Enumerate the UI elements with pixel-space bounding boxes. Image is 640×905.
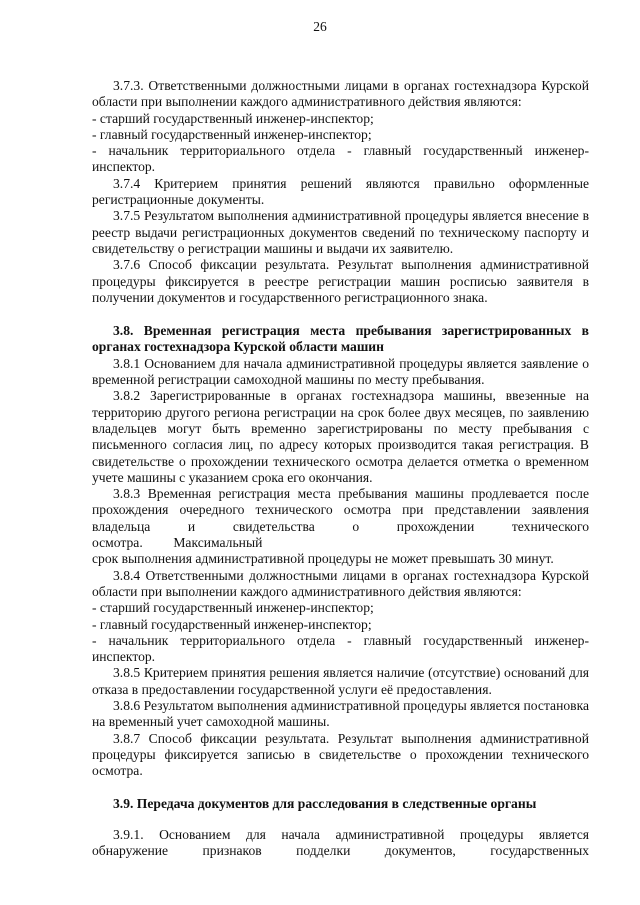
list-item: - главный государственный инженер-инспектор; — [92, 616, 372, 632]
paragraph-3-8-4: 3.8.4 Ответственными должностными лицами в органах гостехнадзора Курской области при выполнении каждого административного действия являются: — [92, 567, 589, 599]
page-number: 26 — [313, 19, 327, 34]
document-body — [92, 78, 589, 859]
section-heading-3-8: 3.8. Временная регистрация места пребывания зарегистрированных в органах гостехнадзора Курской области машин — [92, 323, 589, 355]
paragraph-3-8-3 — [92, 486, 589, 551]
paragraph-3-8-1: 3.8.1 Основанием для начала административной процедуры является заявление о временной регистрации самоходной машины по месту пребывания. — [92, 355, 589, 388]
paragraph-3-7-5: 3.7.5 Результатом выполнения административной процедуры является внесение в реестр выдачи регистрационных документов сведений по техническому паспорту и свидетельству о регистрации машины и выдачи их заявителю. — [92, 208, 589, 256]
paragraph-3-8-2: 3.8.2 Зарегистрированные в органах гостехнадзора машины, ввезенные на территорию другого региона регистрации на срок более двух месяцев, по заявлению владельцев могут быть временно зарегистрированы по месту пребывания с письменного согласия лиц, по адресу которых производится такая регистрация. В свидетельстве о прохождении технического осмотра делается отметка о временном учете машины с указанием срока его окончания. — [92, 388, 589, 485]
paragraph-3-8-3-max: Максимальный — [173, 535, 263, 551]
list-item: - начальник территориального отдела - главный государственный инженер-инспектор. — [92, 632, 589, 665]
list-item: - начальник территориального отдела - главный государственный инженер-инспектор. — [92, 143, 589, 175]
paragraph-3-8-5: 3.8.5 Критерием принятия решения является наличие (отсутствие) оснований для отказа в предоставлении государственной услуги её предоставления. — [92, 665, 589, 697]
list-item: - старший государственный инженер-инспектор; — [92, 600, 374, 616]
paragraph-3-8-7: 3.8.7 Способ фиксации результата. Результат выполнения административной процедуры фиксируется записью в свидетельстве о прохождении технического осмотра. — [92, 730, 589, 779]
paragraph-3-8-6: 3.8.6 Результатом выполнения административной процедуры является постановка на временный учет самоходной машины. — [92, 697, 590, 730]
paragraph-3-7-6: 3.7.6 Способ фиксации результата. Результат выполнения административной процедуры фиксируется в реестре регистрации машин росписью заявителя в получении документов и государственного регистрационного знака. — [92, 257, 589, 305]
list-item: - старший государственный инженер-инспектор; — [92, 110, 374, 126]
paragraph-3-8-3-cont: срок выполнения административной процедуры не может превышать 30 минут. — [92, 551, 554, 567]
section-heading-3-9: 3.9. Передача документов для расследования в следственные органы — [113, 796, 537, 812]
list-item: - главный государственный инженер-инспектор; — [92, 126, 372, 142]
paragraph-3-7-3: 3.7.3. Ответственными должностными лицами в органах гостехнадзора Курской области при выполнении каждого административного действия являются: — [92, 78, 589, 110]
paragraph-3-8-3-text: 3.8.3 Временная регистрация места пребывания машины продлевается после прохождения очередного технического осмотра при представлении заявления владельца и свидетельства о прохождении технического осмотра. — [92, 486, 589, 551]
paragraph-3-9-1: 3.9.1. Основанием для начала административной процедуры является обнаружение признаков подделки документов, государственных — [92, 826, 589, 859]
paragraph-3-7-4: 3.7.4 Критерием принятия решений являются правильно оформленные регистрационные документы. — [92, 175, 589, 208]
